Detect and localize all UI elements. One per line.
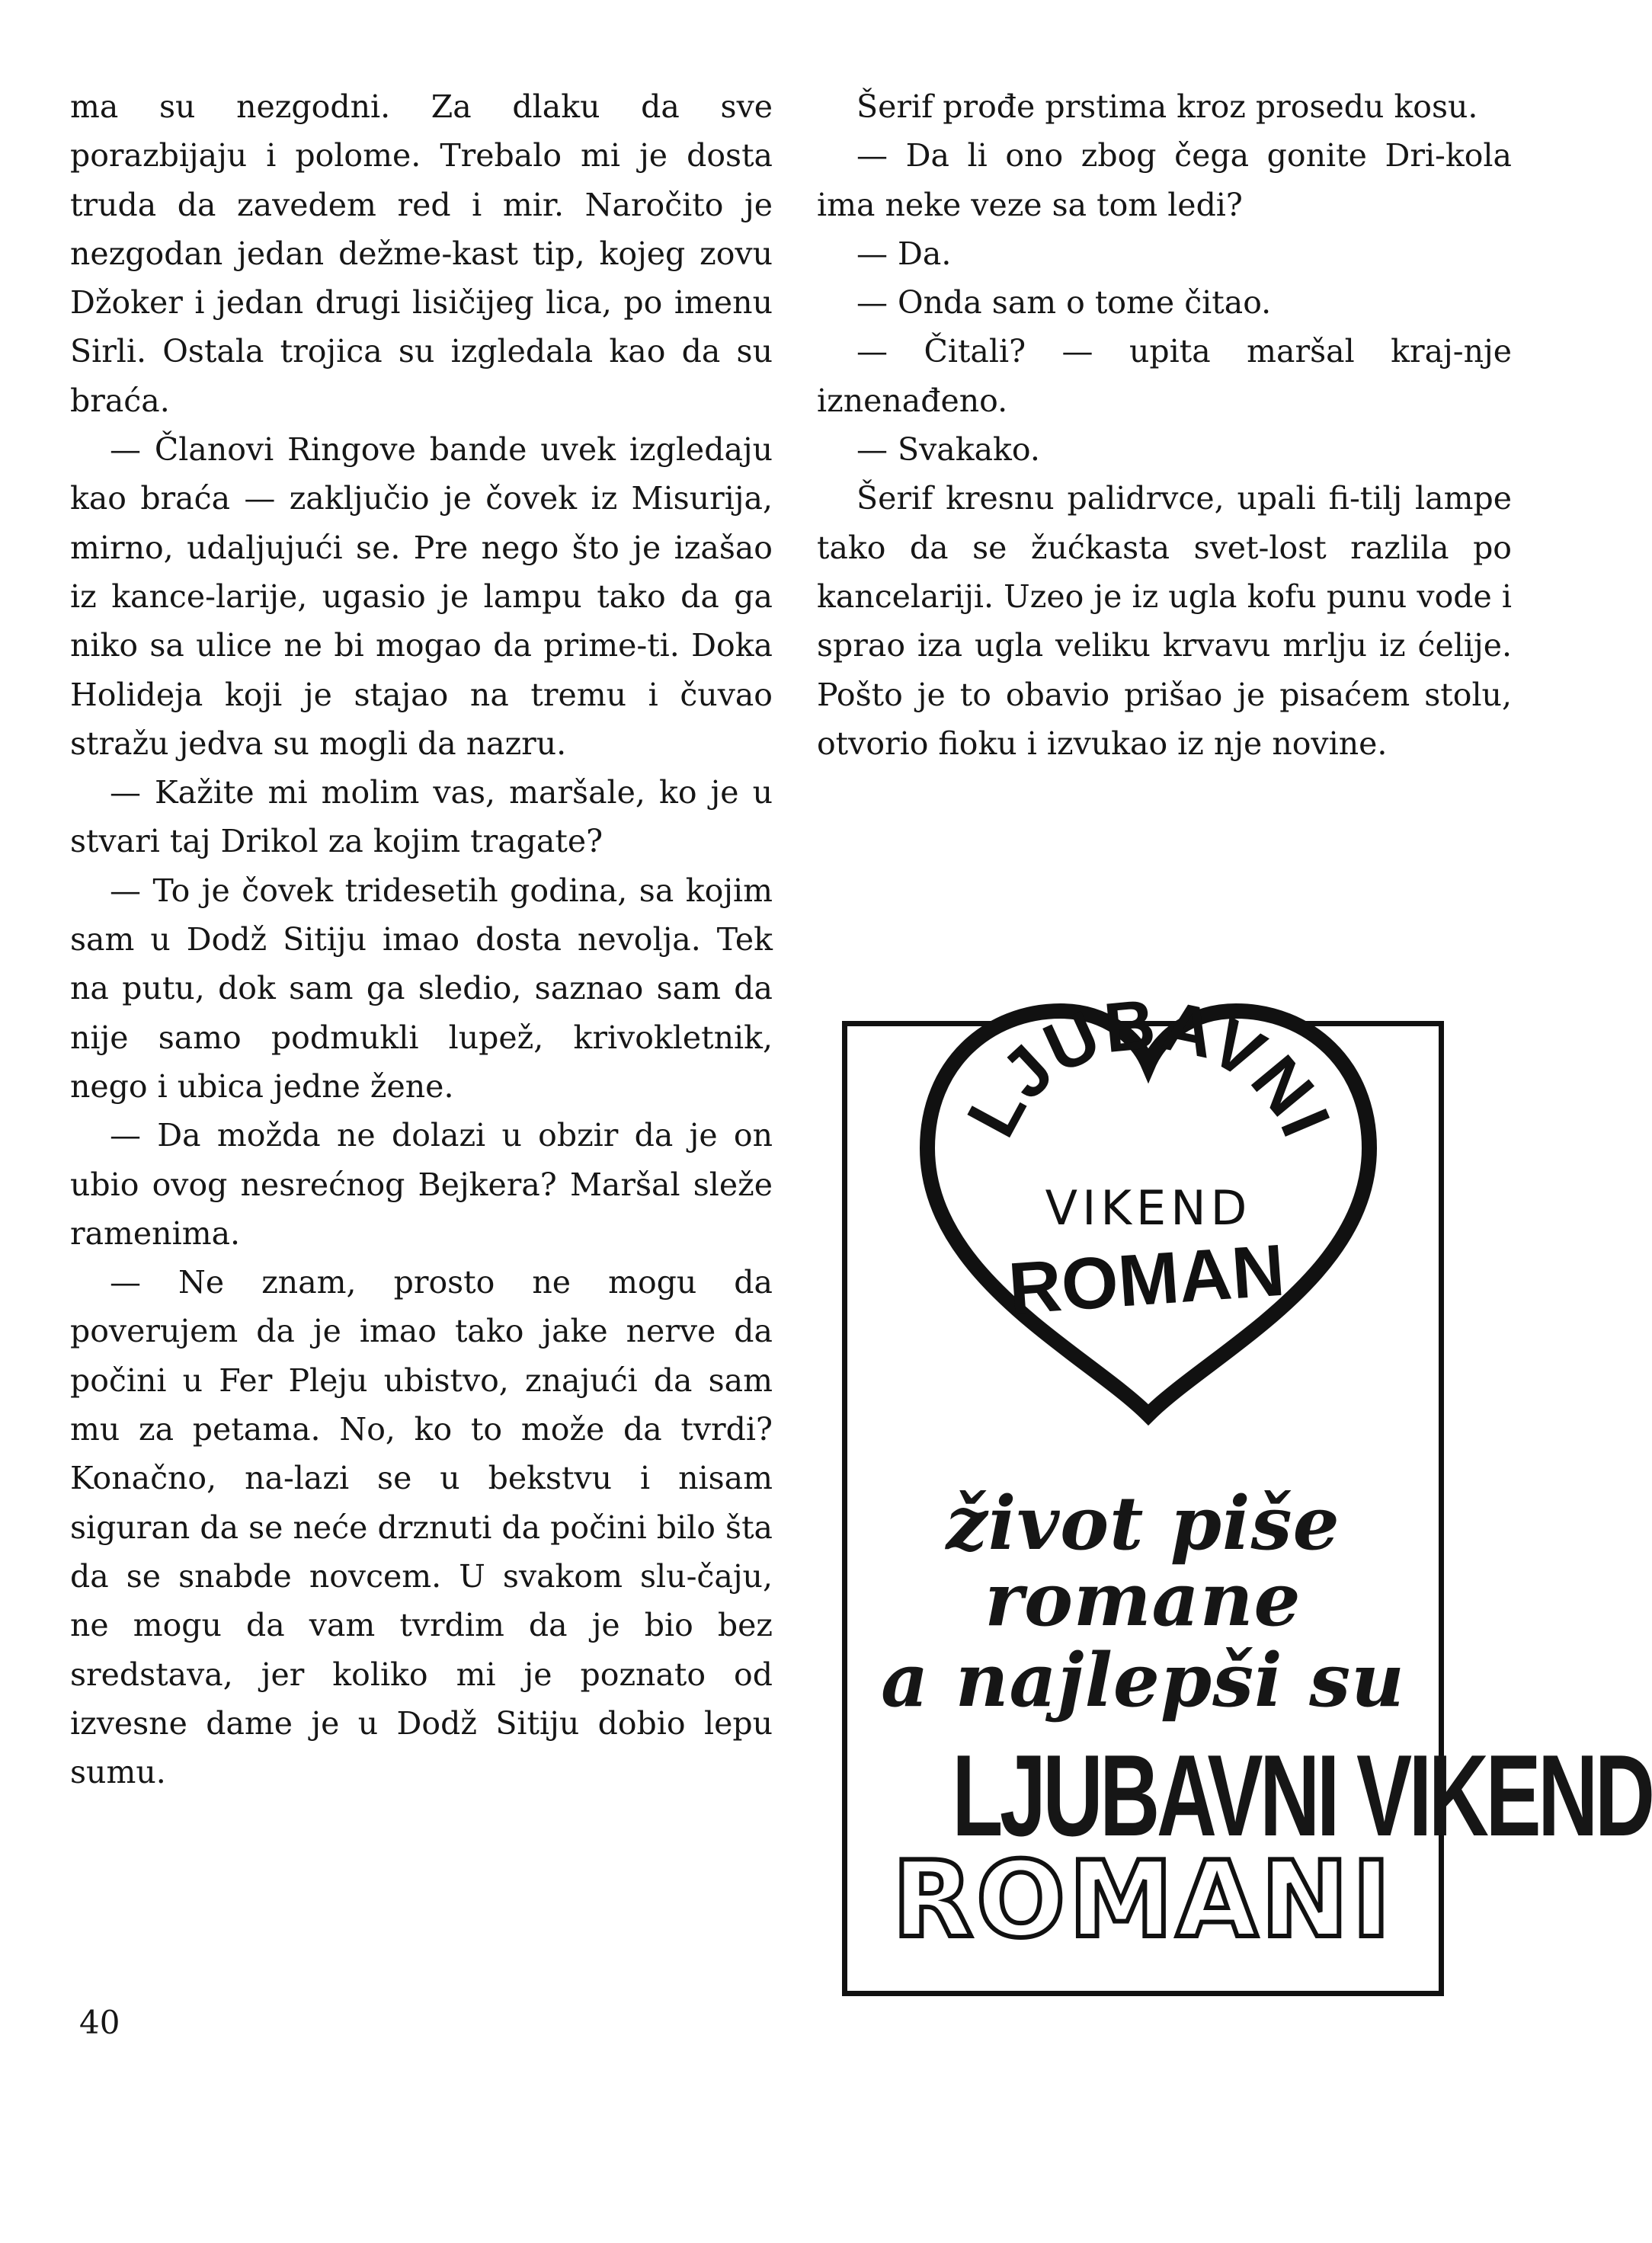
heart-middle-text: VIKEND bbox=[1045, 1180, 1252, 1236]
heart-arc-text: LJUBAVNI bbox=[952, 985, 1346, 1150]
paragraph: — Da li ono zbog čega gonite Dri-kola ima neke veze sa tom ledi? bbox=[817, 137, 1512, 223]
advertisement-box bbox=[842, 985, 1652, 1996]
ad-title-line-1: LJUBAVNI VIKEND bbox=[952, 1731, 1652, 1861]
page-number: 40 bbox=[79, 2004, 120, 2041]
ad-slogan-line-2: romane bbox=[984, 1557, 1301, 1643]
paragraph: — To je čovek tridesetih godina, sa kojim sam u Dodž Sitiju imao dosta nevolja. Tek na putu, dok sam ga sledio, saznao sam da nije samo podmukli lupež, krivokletnik, nego i ubica jedne žene. bbox=[70, 872, 773, 1105]
paragraph: Šerif kresnu palidrvce, upali fi-tilj lampe tako da se žućkasta svet-lost razlila po kancelariji. Uzeo je iz ugla kofu punu vode i sprao iza ugla veliku krvavu mrlju iz ćelije. Pošto je to obavio prišao je pisaćem stolu, otvorio fioku i izvukao iz nje novine. bbox=[817, 480, 1512, 762]
paragraph: — Čitali? — upita maršal kraj-nje iznenađeno. bbox=[817, 333, 1512, 419]
paragraph: — Ne znam, prosto ne mogu da poverujem da je imao tako jake nerve da počini u Fer Pleju ubistvo, znajući da sam mu za petama. No, ko to može da tvrdi? Konačno, na-lazi se u bekstvu i nisam siguran da se neće drznuti da počini bilo šta da se snabde novcem. U svakom slu-čaju, ne mogu da vam tvrdim da je bio bez sredstava, jer koliko mi je poznato od izvesne dame je u Dodž Sitiju dobio lepu sumu. bbox=[70, 1264, 773, 1791]
ad-slogan-line-3: a najlepši su bbox=[881, 1637, 1405, 1723]
left-text-column bbox=[70, 82, 773, 1797]
heart-bottom-text: ROMAN bbox=[1006, 1229, 1288, 1330]
heart-logo bbox=[897, 958, 1400, 1430]
paragraph: — Da. bbox=[856, 235, 952, 272]
paragraph: — Kažite mi molim vas, maršale, ko je u stvari taj Drikol za kojim tragate? bbox=[70, 774, 773, 860]
paragraph: ma su nezgodni. Za dlaku da sve porazbijaju i polome. Trebalo mi je dosta truda da zavedem red i mir. Naročito je nezgodan jedan dežme-kast tip, kojeg zovu Džoker i jedan drugi lisičijeg lica, po imenu Sirli. Ostala trojica su izgledala kao da su braća. bbox=[70, 88, 773, 419]
paragraph: — Svakako. bbox=[856, 431, 1040, 469]
right-text-column bbox=[817, 82, 1512, 768]
paragraph: Šerif prođe prstima kroz prosedu kosu. bbox=[856, 88, 1478, 125]
paragraph: — Članovi Ringove bande uvek izgledaju kao braća — zaključio je čovek iz Misurija, mirno, udaljujući se. Pre nego što je izašao iz kance-larije, ugasio je lampu tako da ga niko sa ulice ne bi mogao da prime-ti. Doka Holideja koji je stajao na tremu i čuvao stražu jedva su mogli da nazru. bbox=[70, 431, 773, 762]
ad-title-line-2: ROMANI bbox=[892, 1838, 1394, 1961]
paragraph: — Onda sam o tome čitao. bbox=[856, 284, 1272, 322]
ad-slogan-line-1: život piše bbox=[946, 1480, 1340, 1566]
paragraph: — Da možda ne dolazi u obzir da je on ubio ovog nesrećnog Bejkera? Maršal sleže ramenima. bbox=[70, 1117, 773, 1252]
